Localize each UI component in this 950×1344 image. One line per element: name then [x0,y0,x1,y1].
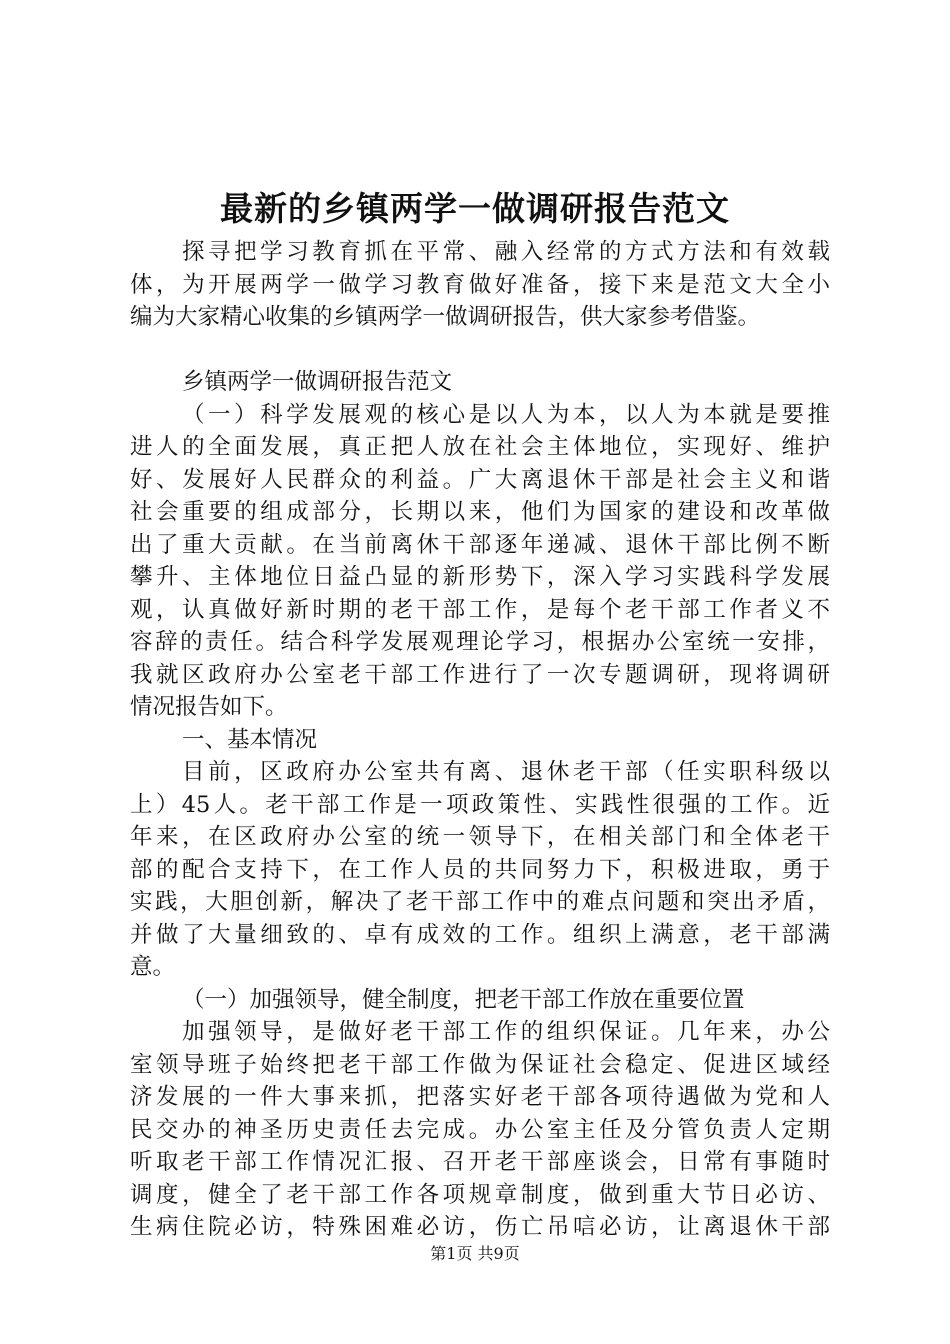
text-line: 探寻把学习教育抓在平常、融入经常的方式方法和有效载 [182,239,830,265]
text-line: 室领导班子始终把老干部工作做为保证社会稳定、促进区域经 [130,1051,830,1078]
document-body [130,236,830,1244]
text-line: 调度，健全了老干部工作各项规章制度，做到重大节日必访、 [130,1181,830,1208]
text-line: 并做了大量细致的、卓有成效的工作。组织上满意，老干部满 [130,921,830,948]
text-line: 意。 [130,954,176,980]
text-line: 观，认真做好新时期的老干部工作，是每个老干部工作者义不 [130,596,830,623]
text-line: （一）科学发展观的核心是以人为本，以人为本就是要推 [182,401,830,428]
text-line: 进人的全面发展，真正把人放在社会主体地位，实现好、维护 [130,434,830,460]
text-line: 体，为开展两学一做学习教育做好准备，接下来是范文大全小 [130,271,830,298]
document-title: 最新的乡镇两学一做调研报告范文 [220,189,730,228]
text-line: 实践，大胆创新，解决了老干部工作中的难点问题和突出矛盾， [130,889,830,915]
text-line: 容辞的责任。结合科学发展观理论学习，根据办公室统一安排， [130,629,830,655]
text-line: 加强领导，是做好老干部工作的组织保证。几年来，办公 [182,1019,830,1045]
blank-line [130,334,830,367]
text-line: 攀升、主体地位日益凸显的新形势下，深入学习实践科学发展 [130,564,830,590]
text-line: 目前，区政府办公室共有离、退休老干部（任实职科级以 [182,759,830,785]
page-footer: 第1页 共9页 [430,1244,520,1263]
text-line: 情况报告如下。 [130,694,288,720]
text-line: 出了重大贡献。在当前离休干部逐年递减、退休干部比例不断 [130,531,830,558]
text-line: 生病住院必访，特殊困难必访，伤亡吊唁必访，让离退休干部 [130,1214,830,1240]
text-line: 好、发展好人民群众的利益。广大离退休干部是社会主义和谐 [130,466,830,493]
text-line: （一）加强领导，健全制度，把老干部工作放在重要位置 [182,986,745,1013]
text-line: 上）45人。老干部工作是一项政策性、实践性很强的工作。近 [130,791,830,818]
text-line: 部的配合支持下，在工作人员的共同努力下，积极进取，勇于 [130,856,830,883]
text-line: 一、基本情况 [182,726,318,753]
text-line: 听取老干部工作情况汇报、召开老干部座谈会，日常有事随时 [130,1149,830,1175]
text-line: 编为大家精心收集的乡镇两学一做调研报告，供大家参考借鉴。 [130,304,761,330]
text-line: 民交办的神圣历史责任去完成。办公室主任及分管负责人定期 [130,1116,830,1143]
text-line: 年来，在区政府办公室的统一领导下，在相关部门和全体老干 [130,824,830,850]
text-line: 我就区政府办公室老干部工作进行了一次专题调研，现将调研 [130,661,830,688]
text-line: 济发展的一件大事来抓，把落实好老干部各项待遇做为党和人 [130,1084,830,1110]
text-line: 乡镇两学一做调研报告范文 [182,369,453,395]
text-line: 社会重要的组成部分，长期以来，他们为国家的建设和改革做 [130,499,830,525]
